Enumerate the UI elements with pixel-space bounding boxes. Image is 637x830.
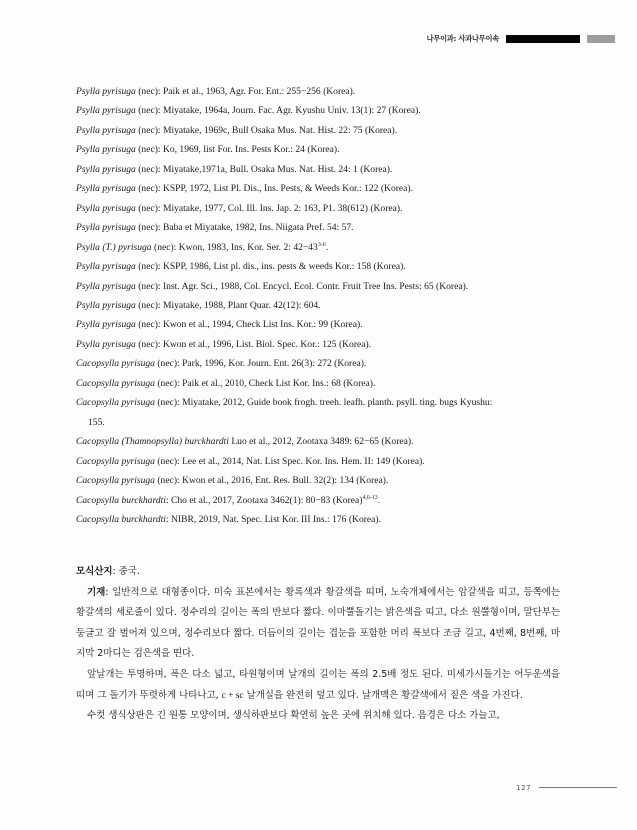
page-footer — [516, 783, 617, 792]
reference-taxon-name: Cacopsylla pyrisuga — [76, 475, 155, 487]
reference-citation-text: (nec): Inst. Agr. Sci., 1988, Col. Encycl. Ecol. Contr. Fruit Tree Ins. Pests: 65 (Korea). — [135, 280, 469, 292]
forewing-text-before: 앞날개는 투명하며, 폭은 다소 넓고, 타원형이며 날개의 길이는 폭의 2.5배 정도 된다. 미세가시돌기는 어두운색을 띠며 그 돌기가 뚜렷하게 나타나고, — [76, 668, 560, 701]
reference-taxon-name: Psylla pyrisuga — [76, 144, 136, 156]
reference-citation-text: (nec): Miyatake,1971a, Bull. Osaka Mus. Nat. Hist. 24: 1 (Korea). — [135, 163, 393, 175]
reference-entry — [76, 432, 576, 451]
reference-entry — [76, 238, 576, 257]
forewing-paragraph — [76, 665, 560, 706]
page-number: 127 — [515, 783, 531, 792]
reference-taxon-name: Cacopsylla burckhardti — [76, 494, 166, 506]
reference-citation-text: (nec): Miyatake, 1977, Col. Ill. Ins. Jap. 2: 163, P1. 38(612) (Korea). — [135, 202, 403, 214]
reference-citation-text: (nec): Miyatake, 1988, Plant Quar. 42(12): 604. — [135, 299, 321, 311]
reference-taxon-name: Psylla (T.) pyrisuga — [76, 241, 152, 253]
reference-entry — [76, 471, 576, 490]
reference-entry — [76, 335, 576, 354]
reference-citation-text: (nec): Baba et Miyatake, 1982, Ins. Niigata Pref. 54: 57. — [135, 222, 354, 234]
reference-taxon-name: Psylla pyrisuga — [76, 299, 136, 311]
reference-taxon-name: Psylla pyrisuga — [76, 202, 136, 214]
forewing-text-after: 날개실을 완전히 덮고 있다. 날개맥은 황갈색에서 짙은 색을 가진다. — [243, 689, 523, 701]
reference-citation-text: (nec): Kwon, 1983, Ins. Kor. Ser. 2: 42−43 — [151, 241, 318, 253]
reference-entry — [76, 121, 576, 140]
reference-entry — [76, 140, 576, 159]
forewing-vein-code: c + sc — [221, 690, 244, 701]
reference-citation-text: : Cho et al., 2017, Zootaxa 3462(1): 80−83 (Korea) — [165, 494, 363, 506]
reference-continuation-line: 155. — [88, 416, 105, 428]
reference-taxon-name: Psylla pyrisuga — [76, 280, 136, 292]
description-section — [76, 562, 560, 727]
reference-citation-text: (nec): KSPP, 1972, List Pl. Dis., Ins. Pests, & Weeds Kor.: 122 (Korea). — [135, 183, 413, 195]
reference-taxon-name: Cacopsylla pyrisuga — [76, 455, 155, 467]
footer-rule — [539, 787, 617, 788]
reference-entry — [76, 179, 576, 198]
type-locality-paragraph — [76, 562, 560, 583]
reference-citation-text: (nec): Paik et al., 1963, Agr. For. Ent.: 255−256 (Korea). — [135, 86, 356, 97]
running-header — [427, 33, 615, 45]
reference-citation-tail: . — [325, 241, 329, 253]
reference-entry — [76, 510, 576, 529]
header-bar-light — [587, 35, 615, 43]
reference-citation-text: (nec): Miyatake, 2012, Guide book frogh. treeh. leafh. planth. psyll. ting. bugs Kyushu: — [154, 397, 493, 409]
reference-taxon-name: Psylla pyrisuga — [76, 338, 136, 350]
description-label: 기재 — [87, 586, 106, 598]
reference-citation-tail: . — [377, 494, 381, 506]
reference-entry — [76, 101, 576, 120]
reference-entry — [76, 315, 576, 334]
reference-entry — [76, 452, 576, 471]
header-bar-dark — [506, 35, 580, 43]
reference-entry — [76, 354, 576, 373]
reference-citation-text: (nec): Paik et al., 2010, Check List Kor. Ins.: 68 (Korea). — [154, 377, 376, 389]
reference-taxon-name: Psylla pyrisuga — [76, 222, 136, 234]
reference-entry — [76, 218, 576, 237]
reference-taxon-name: Psylla pyrisuga — [76, 261, 136, 273]
reference-taxon-name: Cacopsylla burckhardti — [76, 513, 166, 525]
reference-taxon-name: Cacopsylla pyrisuga — [76, 377, 155, 389]
reference-entry — [76, 393, 576, 432]
type-locality-label: 모식산지 — [76, 566, 113, 577]
reference-taxon-name: Psylla pyrisuga — [76, 124, 136, 136]
reference-taxon-name: Cacopsylla (Thamnopsylla) burckhardti — [76, 436, 229, 448]
reference-taxon-name: Cacopsylla pyrisuga — [76, 397, 155, 409]
description-text: : 일반적으로 대형종이다. 미숙 표본에서는 황록색과 황갈색을 띠며, 노숙개체에서는 암갈색을 띠고, 등쪽에는 황갈색의 세로줄이 있다. 정수리의 길이는 폭의 반보다 짧다. 이마뿔돌기는 밝은색을 띠고, 다소 원뿔형이며, 말단부는 둥글고 잘 벌어져 있으며, 정수리보다 짧다. 더듬이의 길이는 겹눈을 포함한 머리 폭보다 조금 길고, 4번째, 8번째, 마지막 2마디는 검은색을 띤다. — [76, 586, 560, 660]
reference-entry — [76, 374, 576, 393]
reference-list — [76, 82, 576, 529]
reference-citation-text: (nec): Kwon et al., 1994, Check List Ins. Kor.: 99 (Korea). — [135, 319, 363, 331]
reference-citation-text: (nec): Kwon et al., 1996, List. Biol. Spec. Kor.: 125 (Korea). — [135, 338, 372, 350]
reference-taxon-name: Psylla pyrisuga — [76, 163, 136, 175]
type-locality-text: : 중국. — [112, 566, 140, 577]
reference-entry — [76, 257, 576, 276]
reference-entry — [76, 491, 576, 510]
reference-superscript: 4,6-13 — [362, 494, 378, 501]
running-header-title: 나무이과: 사과나무이속 — [426, 34, 499, 43]
reference-taxon-name: Psylla pyrisuga — [76, 183, 136, 195]
reference-citation-text: : NIBR, 2019, Nat. Spec. List Kor. III Ins.: 176 (Korea). — [165, 513, 382, 525]
reference-entry — [76, 277, 576, 296]
reference-citation-text: (nec): Kwon et al., 2016, Ent. Res. Bull. 32(2): 134 (Korea). — [154, 475, 389, 487]
description-paragraph — [76, 583, 560, 665]
reference-citation-text: Luo et al., 2012, Zootaxa 3489: 62−65 (Korea). — [228, 436, 414, 448]
reference-entry — [76, 82, 576, 101]
reference-taxon-name: Cacopsylla pyrisuga — [76, 358, 155, 370]
genitalia-text: 수컷 생식상판은 긴 원통 모양이며, 생식하판보다 확연히 높은 곳에 위치해 있다. 음경은 다소 가늘고, — [87, 710, 500, 722]
reference-superscript: 3-6 — [317, 241, 326, 248]
reference-taxon-name: Psylla pyrisuga — [76, 105, 136, 117]
reference-citation-text: (nec): Ko, 1969, list For. Ins. Pests Kor.: 24 (Korea). — [135, 144, 340, 156]
genitalia-paragraph — [76, 706, 560, 727]
reference-citation-text: (nec): Lee et al., 2014, Nat. List Spec. Kor. Ins. Hem. II: 149 (Korea). — [154, 455, 425, 467]
reference-taxon-name: Psylla pyrisuga — [76, 86, 136, 97]
reference-citation-text: (nec): Park, 1996, Kor. Journ. Ent. 26(3): 272 (Korea). — [154, 358, 367, 370]
reference-citation-text: (nec): KSPP, 1986, List pl. dis., ins. pests & weeds Kor.: 158 (Korea). — [135, 261, 406, 273]
reference-citation-text: (nec): Miyatake, 1964a, Journ. Fac. Agr. Kyushu Univ. 13(1): 27 (Korea). — [135, 105, 421, 117]
reference-entry — [76, 199, 576, 218]
reference-entry — [76, 296, 576, 315]
reference-citation-text: (nec): Miyatake, 1969c, Bull Osaka Mus. Nat. Hist. 22: 75 (Korea). — [135, 124, 398, 136]
reference-entry — [76, 160, 576, 179]
reference-taxon-name: Psylla pyrisuga — [76, 319, 136, 331]
